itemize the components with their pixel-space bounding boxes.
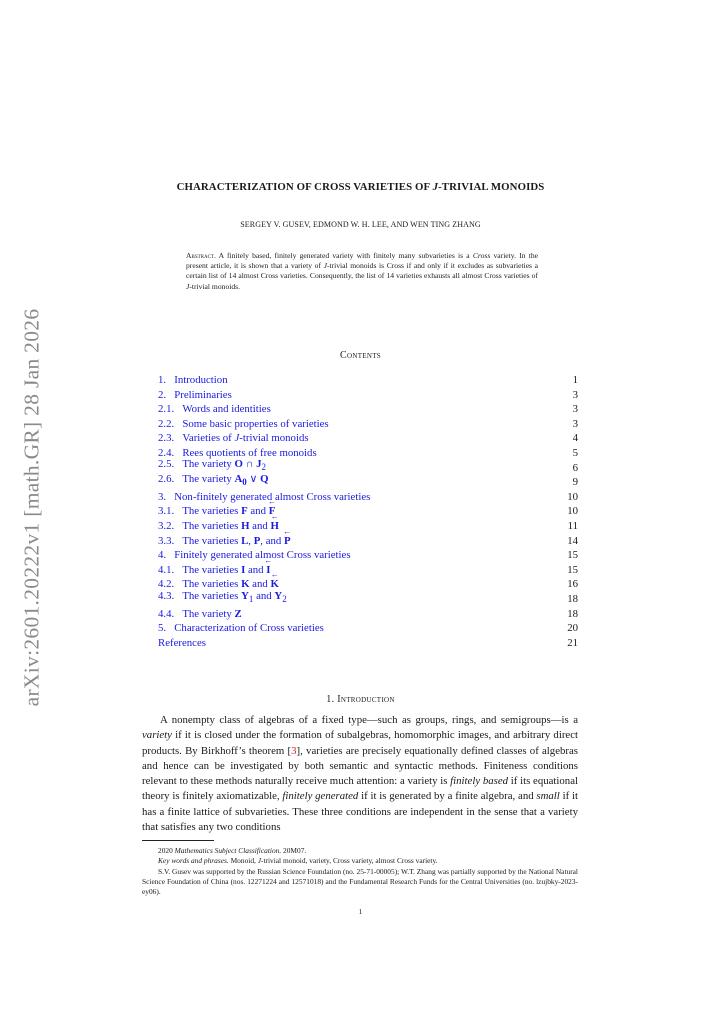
toc-link[interactable]: References xyxy=(158,636,206,649)
arxiv-identifier-stamp: arXiv:2601.20222v1 [math.GR] 28 Jan 2026 xyxy=(19,308,44,707)
footnotes xyxy=(142,846,578,897)
toc-page-number: 5 xyxy=(572,446,578,459)
citation-link[interactable]: 3 xyxy=(291,744,297,757)
toc-link[interactable]: 2.1. Words and identities xyxy=(158,403,271,416)
toc-page-number: 14 xyxy=(567,534,578,547)
toc-entry[interactable] xyxy=(158,504,578,519)
toc-entry[interactable] xyxy=(158,636,578,651)
table-of-contents xyxy=(158,373,578,650)
section-heading: 1. Introduction xyxy=(326,694,395,705)
toc-page-number: 4 xyxy=(572,432,578,445)
toc-page-number: 16 xyxy=(567,578,578,591)
abstract-label: Abstract. xyxy=(186,251,216,260)
footnote-rule xyxy=(142,840,214,841)
toc-link[interactable]: 2.5. The variety O ∩ $J_2$ xyxy=(158,458,266,473)
toc-entry[interactable] xyxy=(158,589,578,607)
toc-link[interactable]: 2.3. Varieties of J-trivial monoids xyxy=(158,432,309,445)
toc-page-number: 20 xyxy=(567,622,578,635)
toc-entry[interactable] xyxy=(158,621,578,636)
toc-entry[interactable] xyxy=(158,548,578,563)
toc-entry[interactable] xyxy=(158,373,578,388)
toc-entry[interactable] xyxy=(158,388,578,403)
toc-link[interactable]: 2.6. The variety $A_0$ ∨ Q xyxy=(158,473,269,488)
toc-link[interactable]: 3.2. The varieties H and ← H xyxy=(158,519,279,534)
toc-page-number: 9 xyxy=(572,476,578,489)
toc-link[interactable]: 3. Non-finitely generated almost Cross varieties xyxy=(158,490,371,503)
toc-link[interactable]: 3.1. The varieties F and ← F xyxy=(158,504,275,519)
msc-footnote: 2020 Mathematics Subject Classification. 20M07. xyxy=(158,846,307,855)
toc-entry[interactable] xyxy=(158,519,578,534)
toc-entry[interactable] xyxy=(158,534,578,549)
toc-page-number: 3 xyxy=(572,417,578,430)
toc-link[interactable]: 2.4. Rees quotients of free monoids xyxy=(158,446,317,459)
toc-link[interactable]: 5. Characterization of Cross varieties xyxy=(158,622,324,635)
funding-footnote: S.V. Gusev was supported by the Russian Science Foundation (no. 25-71-00005); W.T. Zhang was partially supported by the National Natural Science Foundation of China (nos. 12271224 and 12571018) and the Fundamental Research Funds for the Central Universities (no. lzujbky-2023-ey06). xyxy=(142,866,578,897)
author-list: SERGEY V. GUSEV, EDMOND W. H. LEE, AND WEN TING ZHANG xyxy=(240,220,481,229)
introduction-paragraph: A nonempty class of algebras of a fixed type—such as groups, rings, and semigroups—is a variety if it is closed under the formation of subalgebras, homomorphic images, and arbitrary direct products. By Birkhoff’s theorem [3], varieties are precisely equationally defined classes of algebras and hence can be investigated by both semantic and syntactic methods. Finiteness conditions relevant to these methods naturally receive much attention: a variety is finitely based if its equational theory is finitely axiomatizable, finitely generated if it is generated by a finite algebra, and small if it has a finite lattice of subvarieties. These three conditions are independent in the sense that a variety that satisfies any two conditions xyxy=(142,714,579,834)
toc-page-number: 6 xyxy=(572,461,578,474)
toc-page-number: 3 xyxy=(572,388,578,401)
toc-page-number: 11 xyxy=(567,519,578,532)
toc-link[interactable]: 4.4. The variety Z xyxy=(158,607,242,620)
toc-link[interactable]: 4.3. The varieties $Y_1$ and $Y_2$ xyxy=(158,589,287,604)
toc-entry[interactable] xyxy=(158,607,578,622)
toc-page-number: 1 xyxy=(572,374,578,386)
toc-page-number: 21 xyxy=(567,636,578,649)
toc-entry[interactable] xyxy=(158,563,578,578)
toc-page-number: 10 xyxy=(567,490,578,503)
toc-entry[interactable] xyxy=(158,431,578,446)
toc-page-number: 10 xyxy=(567,505,578,518)
toc-link[interactable]: 4. Finitely generated almost Cross varieties xyxy=(158,549,351,562)
toc-link[interactable]: 1. Introduction xyxy=(158,374,228,386)
toc-page-number: 18 xyxy=(567,592,578,605)
toc-entry[interactable] xyxy=(158,402,578,417)
toc-link[interactable]: 4.1. The varieties I and ← I xyxy=(158,563,270,578)
toc-link[interactable]: 2. Preliminaries xyxy=(158,388,232,401)
toc-entry[interactable] xyxy=(158,417,578,432)
toc-link[interactable]: 4.2. The varieties K and ← K xyxy=(158,577,279,592)
toc-link[interactable]: 3.3. The varieties L, P, and ← P xyxy=(158,534,291,549)
keywords-footnote: Key words and phrases. Monoid, J-trivial monoid, variety, Cross variety, almost Cross variety. xyxy=(158,856,438,866)
toc-entry[interactable] xyxy=(158,475,578,490)
page-number: 1 xyxy=(358,907,363,916)
toc-page-number: 3 xyxy=(572,403,578,416)
toc-entry[interactable] xyxy=(158,490,578,505)
toc-link[interactable]: 2.2. Some basic properties of varieties xyxy=(158,417,329,430)
abstract: Abstract. A finitely based, finitely generated variety with finitely many subvarieties is a Cross variety. In the present article, it is shown that a variety of J-trivial monoids is Cross if and only if it excludes as subvarieties a certain list of 14 almost Cross varieties. Consequently, the list of 14 varieties exhausts all almost Cross varieties of J-trivial monoids. xyxy=(186,251,538,291)
toc-page-number: 15 xyxy=(567,563,578,576)
toc-page-number: 15 xyxy=(567,549,578,562)
toc-page-number: 18 xyxy=(567,607,578,620)
paper-title: CHARACTERIZATION OF CROSS VARIETIES OF J-TRIVIAL MONOIDS xyxy=(176,181,545,193)
contents-heading: Contents xyxy=(340,350,381,361)
